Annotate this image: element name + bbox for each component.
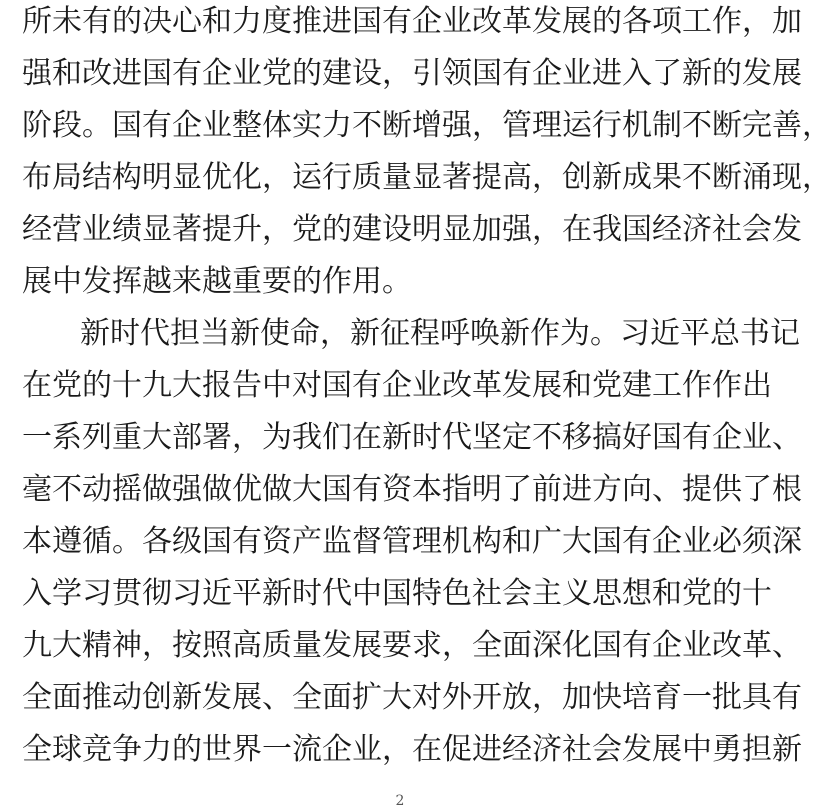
paragraph-2-line-1: 新时代担当新使命，新征程呼唤新作为。习近平总书记 bbox=[80, 316, 800, 351]
paragraph-1-line-6: 展中发挥越来越重要的作用。 bbox=[22, 264, 412, 299]
page-number: 2 bbox=[395, 793, 405, 809]
paragraph-2-line-3: 一系列重大部署，为我们在新时代坚定不移搞好国有企业、 bbox=[22, 420, 802, 455]
paragraph-1-line-1: 所未有的决心和力度推进国有企业改革发展的各项工作，加 bbox=[22, 4, 802, 39]
paragraph-1-line-5: 经营业绩显著提升，党的建设明显加强，在我国经济社会发 bbox=[22, 212, 802, 247]
paragraph-2-line-6: 入学习贯彻习近平新时代中国特色社会主义思想和党的十 bbox=[22, 576, 772, 611]
paragraph-1-line-3: 阶段。国有企业整体实力不断增强，管理运行机制不断完善， bbox=[22, 108, 832, 143]
paragraph-2-line-9: 全球竞争力的世界一流企业，在促进经济社会发展中勇担新 bbox=[22, 732, 802, 767]
paragraph-1-line-4: 布局结构明显优化，运行质量显著提高，创新成果不断涌现， bbox=[22, 160, 832, 195]
paragraph-2-line-8: 全面推动创新发展、全面扩大对外开放，加快培育一批具有 bbox=[22, 680, 802, 715]
paragraph-2-line-7: 九大精神，按照高质量发展要求，全面深化国有企业改革、 bbox=[22, 628, 802, 663]
paragraph-2-line-5: 本遵循。各级国有资产监督管理机构和广大国有企业必须深 bbox=[22, 524, 802, 559]
paragraph-1-line-2: 强和改进国有企业党的建设，引领国有企业进入了新的发展 bbox=[22, 56, 802, 91]
paragraph-2-line-4: 毫不动摇做强做优做大国有资本指明了前进方向、提供了根 bbox=[22, 472, 802, 507]
paragraph-2-line-2: 在党的十九大报告中对国有企业改革发展和党建工作作出 bbox=[22, 368, 772, 403]
